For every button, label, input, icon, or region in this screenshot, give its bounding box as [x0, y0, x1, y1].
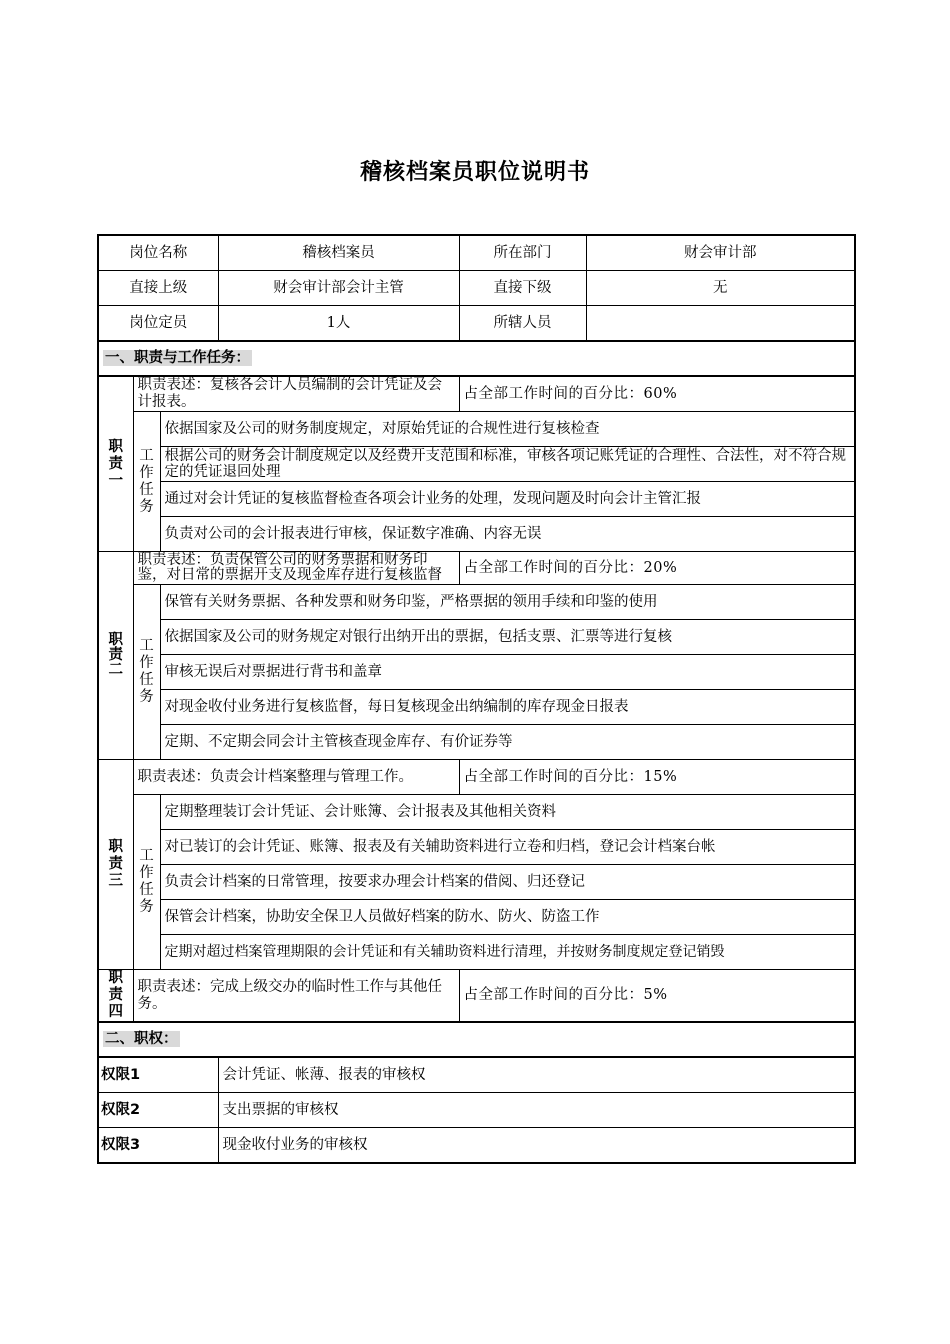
task-row: [98, 795, 855, 830]
permission-row: [98, 1093, 855, 1128]
field-value: 财会审计部会计主管: [218, 271, 459, 306]
section-title: 一、职责与工作任务：: [105, 350, 250, 366]
section-heading-duties: [98, 341, 855, 376]
task-row: [98, 412, 855, 447]
task-row: [98, 620, 855, 655]
duty-statement: 职责表述：负责会计档案整理与管理工作。: [133, 760, 459, 795]
section-title: 二、职权：: [105, 1031, 178, 1047]
permission-row: [98, 1057, 855, 1093]
task-row: [98, 655, 855, 690]
task-label: 工作任务: [133, 585, 160, 760]
task-row: [98, 690, 855, 725]
duty-statement: 职责表述：完成上级交办的临时性工作与其他任务。: [133, 970, 459, 1023]
permission-row: [98, 1128, 855, 1164]
permission-label: 权限3: [98, 1128, 218, 1164]
basic-row-3: [98, 306, 855, 342]
task-item: 依据国家及公司的财务制度规定，对原始凭证的合规性进行复核检查: [160, 412, 855, 447]
field-value: [586, 306, 855, 342]
task-item: 对现金收付业务进行复核监督，每日复核现金出纳编制的库存现金日报表: [160, 690, 855, 725]
duty-3-label: 职责三: [98, 760, 133, 970]
permission-label: 权限2: [98, 1093, 218, 1128]
duty-1-statement-row: [98, 376, 855, 412]
duty-2-statement-row: [98, 552, 855, 585]
basic-row-1: [98, 235, 855, 271]
task-label: 工作任务: [133, 412, 160, 552]
task-row: [98, 585, 855, 620]
field-label: 所辖人员: [459, 306, 586, 342]
field-value: 稽核档案员: [218, 235, 459, 271]
task-item: 保管有关财务票据、各种发票和财务印鉴，严格票据的领用手续和印鉴的使用: [160, 585, 855, 620]
task-item: 定期整理装订会计凭证、会计账簿、会计报表及其他相关资料: [160, 795, 855, 830]
task-item: 负责对公司的会计报表进行审核，保证数字准确、内容无误: [160, 517, 855, 552]
duty-4-statement-row: [98, 970, 855, 1023]
duty-percent: 占全部工作时间的百分比：20%: [459, 552, 855, 585]
task-row: [98, 900, 855, 935]
task-row: [98, 830, 855, 865]
duty-3-statement-row: [98, 760, 855, 795]
permission-text: 现金收付业务的审核权: [218, 1128, 855, 1164]
duty-4-label: 职责四: [98, 970, 133, 1023]
duty-percent: 占全部工作时间的百分比：5%: [459, 970, 855, 1023]
permission-text: 会计凭证、帐薄、报表的审核权: [218, 1057, 855, 1093]
task-row: [98, 447, 855, 482]
duty-statement: 职责表述：复核各会计人员编制的会计凭证及会计报表。: [133, 376, 459, 412]
section-heading-authority: [98, 1022, 855, 1057]
field-label: 岗位名称: [98, 235, 218, 271]
task-row: [98, 725, 855, 760]
permission-label: 权限1: [98, 1057, 218, 1093]
task-item: 定期、不定期会同会计主管核查现金库存、有价证券等: [160, 725, 855, 760]
task-item: 根据公司的财务会计制度规定以及经费开支范围和标准，审核各项记账凭证的合理性、合法性，对不符合规定的凭证退回处理: [160, 447, 855, 482]
task-item: 定期对超过档案管理期限的会计凭证和有关辅助资料进行清理，并按财务制度规定登记销毁: [160, 935, 855, 970]
field-value: 无: [586, 271, 855, 306]
field-label: 直接下级: [459, 271, 586, 306]
field-value: 财会审计部: [586, 235, 855, 271]
task-row: [98, 482, 855, 517]
task-item: 通过对会计凭证的复核监督检查各项会计业务的处理，发现问题及时向会计主管汇报: [160, 482, 855, 517]
task-row: [98, 865, 855, 900]
task-item: 对已装订的会计凭证、账簿、报表及有关辅助资料进行立卷和归档，登记会计档案台帐: [160, 830, 855, 865]
field-value: 1人: [218, 306, 459, 342]
document-title: 稽核档案员职位说明书: [359, 160, 590, 185]
task-label: 工作任务: [133, 795, 160, 970]
duty-percent: 占全部工作时间的百分比：60%: [459, 376, 855, 412]
basic-row-2: [98, 271, 855, 306]
duty-1-label: 职责一: [98, 376, 133, 552]
field-label: 岗位定员: [98, 306, 218, 342]
field-label: 所在部门: [459, 235, 586, 271]
task-item: 审核无误后对票据进行背书和盖章: [160, 655, 855, 690]
task-row: [98, 517, 855, 552]
duty-percent: 占全部工作时间的百分比：15%: [459, 760, 855, 795]
task-row: [98, 935, 855, 970]
task-item: 负责会计档案的日常管理，按要求办理会计档案的借阅、归还登记: [160, 865, 855, 900]
permission-text: 支出票据的审核权: [218, 1093, 855, 1128]
field-label: 直接上级: [98, 271, 218, 306]
duty-2-label: 职责二: [98, 552, 133, 760]
task-item: 保管会计档案，协助安全保卫人员做好档案的防水、防火、防盗工作: [160, 900, 855, 935]
duty-statement: 职责表述：负责保管公司的财务票据和财务印鉴，对日常的票据开支及现金库存进行复核监督: [133, 552, 459, 585]
job-description-table: [97, 234, 856, 1164]
task-item: 依据国家及公司的财务规定对银行出纳开出的票据，包括支票、汇票等进行复核: [160, 620, 855, 655]
